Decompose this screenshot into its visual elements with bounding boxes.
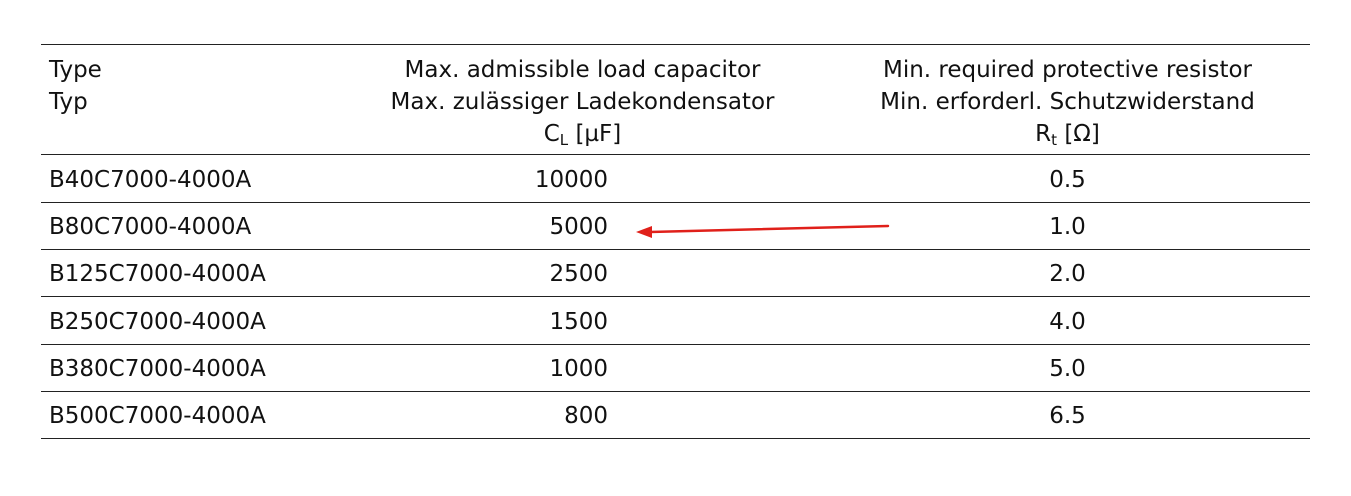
row-4-type: B250C7000-4000A bbox=[49, 309, 266, 335]
row-4-resistor: 4.0 bbox=[1049, 309, 1086, 335]
row-3-capacitor: 2500 bbox=[549, 261, 608, 287]
header-capacitor-en: Max. admissible load capacitor bbox=[404, 57, 761, 83]
resistor-unit: [Ω] bbox=[1064, 121, 1100, 147]
row-3-type: B125C7000-4000A bbox=[49, 261, 266, 287]
capacitor-subscript: L bbox=[559, 131, 569, 149]
header-capacitor-de: Max. zulässiger Ladekondensator bbox=[390, 89, 775, 115]
header-type-de: Typ bbox=[49, 89, 88, 115]
row-1-resistor: 0.5 bbox=[1049, 167, 1086, 193]
row-2-type: B80C7000-4000A bbox=[49, 214, 252, 240]
row-6-type: B500C7000-4000A bbox=[49, 403, 266, 429]
row-5-type: B380C7000-4000A bbox=[49, 356, 266, 382]
capacitor-unit: [µF] bbox=[575, 121, 622, 147]
row-6-capacitor: 800 bbox=[564, 403, 608, 429]
row-5-resistor: 5.0 bbox=[1049, 356, 1086, 382]
row-3-resistor: 2.0 bbox=[1049, 261, 1086, 287]
header-type-en: Type bbox=[49, 57, 102, 83]
row-5-capacitor: 1000 bbox=[549, 356, 608, 382]
header-resistor-en: Min. required protective resistor bbox=[882, 57, 1253, 83]
row-2-capacitor: 5000 bbox=[549, 214, 608, 240]
arrow-shaft bbox=[650, 226, 888, 232]
row-1-capacitor: 10000 bbox=[534, 167, 608, 193]
row-6-resistor: 6.5 bbox=[1049, 403, 1086, 429]
arrow-head bbox=[636, 226, 652, 238]
row-1-type: B40C7000-4000A bbox=[49, 167, 252, 193]
capacitor-symbol: C bbox=[543, 121, 560, 147]
resistor-symbol: R bbox=[1035, 121, 1052, 147]
row-4-capacitor: 1500 bbox=[549, 309, 608, 335]
header-resistor-de: Min. erforderl. Schutzwiderstand bbox=[880, 89, 1255, 115]
resistor-subscript: t bbox=[1051, 131, 1058, 149]
row-2-resistor: 1.0 bbox=[1049, 214, 1086, 240]
